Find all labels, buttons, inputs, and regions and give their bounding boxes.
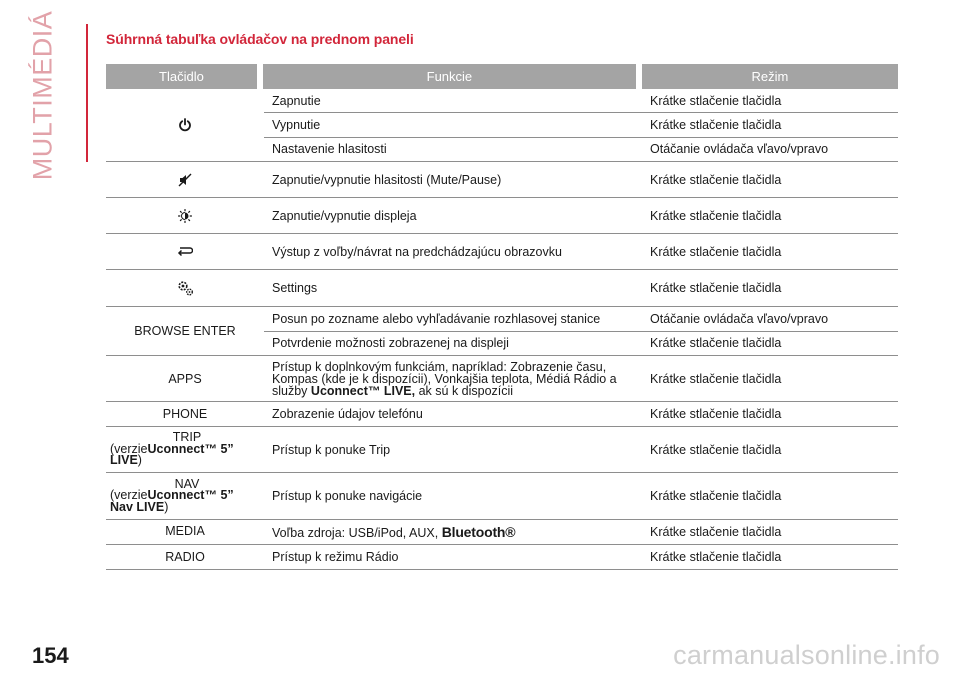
button-cell	[106, 162, 264, 197]
power-icon	[178, 118, 192, 132]
watermark: carmanualsonline.info	[673, 640, 940, 670]
page-number: 154	[32, 643, 69, 668]
table-row: NAV (verzieUconnect™ 5” Nav LIVE) Prístup k ponuke navigácie Krátke stlačenie tlačidla	[106, 473, 898, 520]
table-row: TRIP (verzieUconnect™ 5” LIVE) Prístup k ponuke Trip Krátke stlačenie tlačidla	[106, 427, 898, 473]
header-function: Funkcie	[263, 64, 636, 89]
table-row: Zapnutie/vypnutie displeja Krátke stlačenie tlačidla	[106, 198, 898, 234]
table-row	[106, 89, 898, 162]
table-row: RADIO Prístup k režimu Rádio Krátke stlačenie tlačidla	[106, 545, 898, 570]
header-mode: Režim	[642, 64, 898, 89]
button-cell: MEDIA	[165, 524, 205, 538]
table-row: MEDIA Voľba zdroja: USB/iPod, AUX, Bluetooth® Krátke stlačenie tlačidla	[106, 520, 898, 545]
settings-gear-icon	[175, 279, 195, 297]
table-row: Settings Krátke stlačenie tlačidla	[106, 270, 898, 307]
page-title: Súhrnná tabuľka ovládačov na prednom paneli	[106, 31, 414, 47]
mute-icon	[178, 173, 192, 187]
table-subrow: Posun po zozname alebo vyhľadávanie rozhlasovej stanice Otáčanie ovládača vľavo/vpravo	[272, 311, 829, 326]
button-cell: BROWSE ENTER	[134, 324, 236, 338]
button-cell	[106, 89, 264, 161]
button-cell: APPS	[168, 371, 202, 386]
button-cell: TRIP (verzieUconnect™ 5” LIVE)	[110, 430, 234, 468]
back-arrow-icon	[177, 246, 193, 258]
table-subrow: Vypnutie Krátke stlačenie tlačidla	[264, 112, 898, 136]
table-row: Výstup z voľby/návrat na predchádzajúcu obrazovku Krátke stlačenie tlačidla	[106, 234, 898, 270]
display-brightness-icon	[178, 209, 192, 223]
section-side-label: MULTIMÉDIÁ	[27, 10, 58, 180]
button-cell: NAV (verzieUconnect™ 5” Nav LIVE)	[110, 476, 234, 514]
button-cell	[106, 270, 264, 306]
table-subrow: Zapnutie Krátke stlačenie tlačidla	[272, 93, 782, 108]
button-cell: RADIO	[165, 550, 205, 564]
header-button: Tlačidlo	[106, 64, 257, 89]
button-cell	[106, 198, 264, 233]
table-subrow: Nastavenie hlasitosti Otáčanie ovládača vľavo/vpravo	[264, 137, 898, 161]
button-cell: PHONE	[162, 407, 208, 421]
table-row: Zapnutie/vypnutie hlasitosti (Mute/Pause) Krátke stlačenie tlačidla	[106, 162, 898, 198]
table-row: APPS Prístup k doplnkovým funkciám, napríklad: Zobrazenie času, Kompas (kde je k dispozícii), Vonkajšia teplota, Médiá Rádio a služby Uconnect™ LIVE, ak sú k dispozícii Krátke stlačenie tlačidla	[106, 356, 898, 402]
controls-table	[106, 64, 898, 570]
table-subrow: Potvrdenie možnosti zobrazenej na displeji Krátke stlačenie tlačidla	[264, 331, 898, 356]
button-cell	[106, 234, 264, 269]
section-divider	[86, 24, 88, 162]
table-row: PHONE Zobrazenie údajov telefónu Krátke stlačenie tlačidla	[106, 402, 898, 427]
table-header	[106, 64, 898, 89]
table-row	[106, 307, 898, 356]
